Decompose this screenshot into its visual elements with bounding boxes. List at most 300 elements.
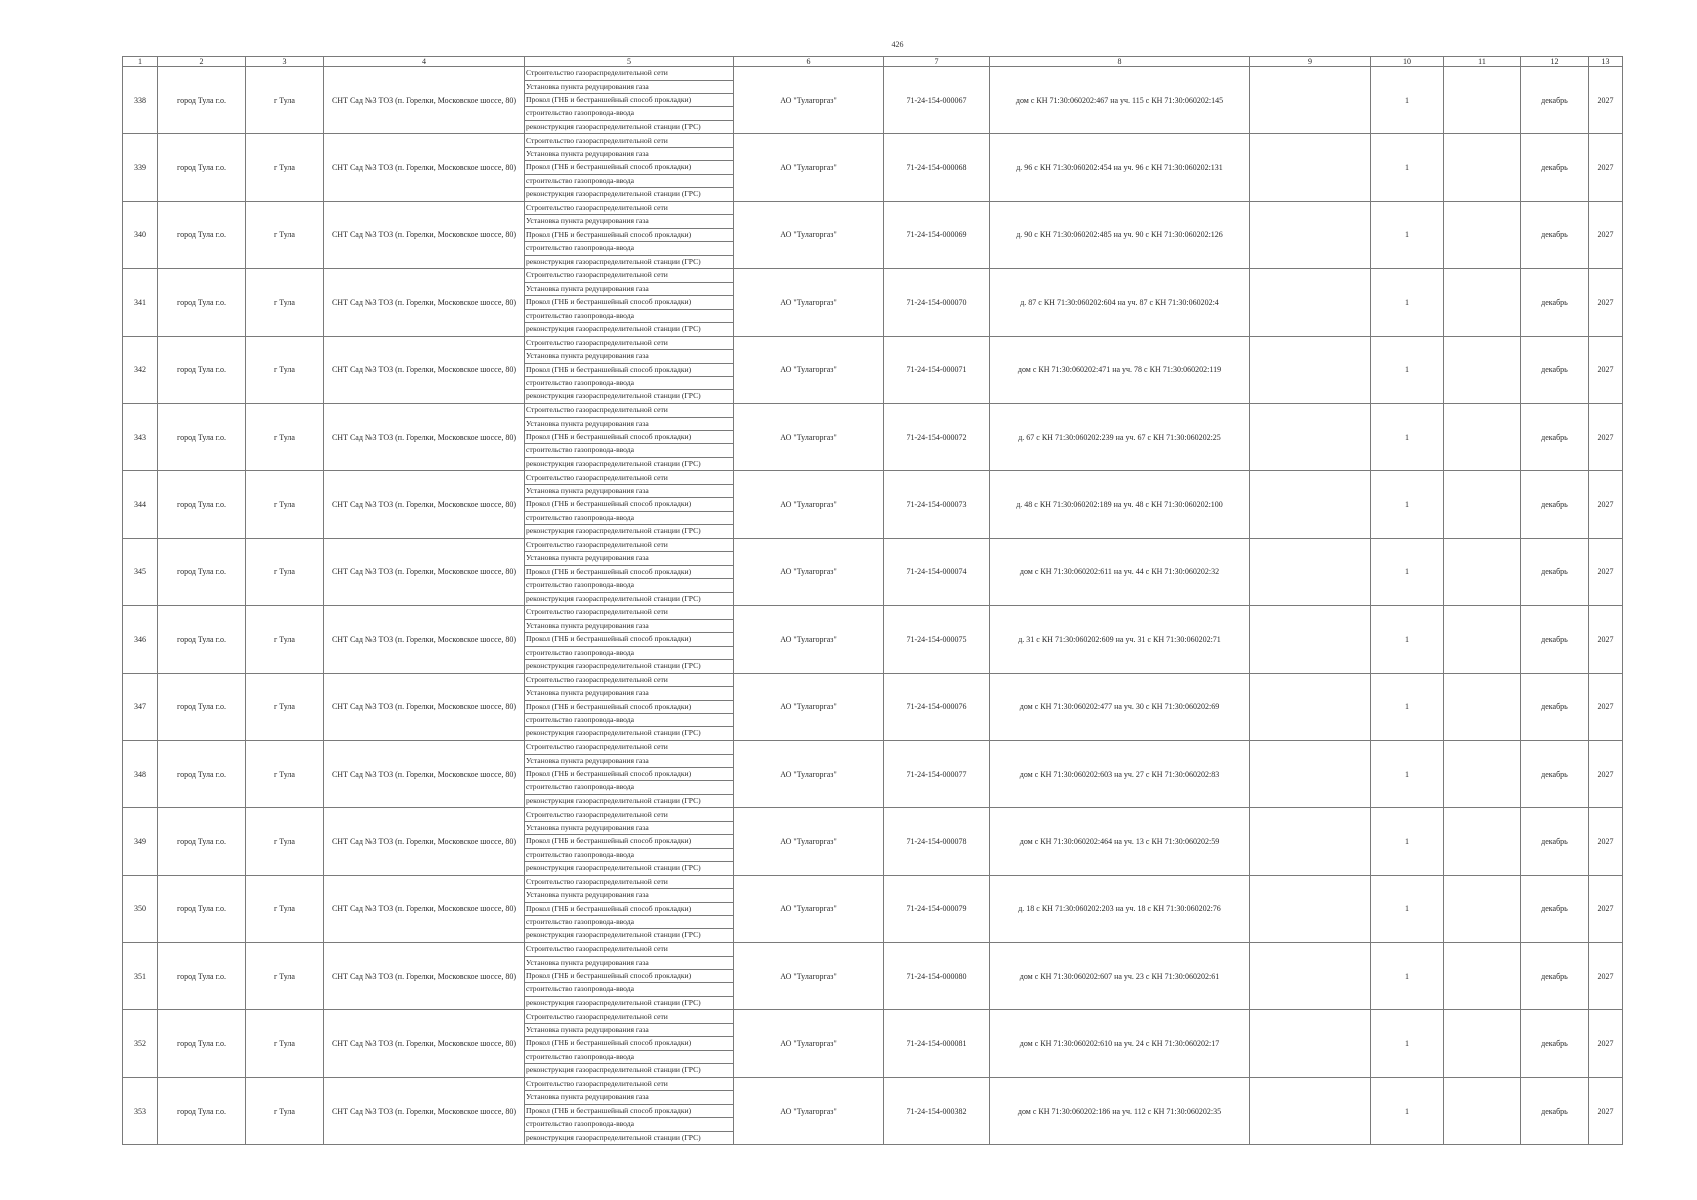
work-item: Установка пункта редуцирования газа — [525, 418, 733, 431]
municipality-cell: город Тула г.о. — [158, 808, 246, 875]
empty-cell-11 — [1444, 67, 1521, 134]
column-header: 8 — [990, 57, 1250, 67]
address-cell: СНТ Сад №3 ТОЗ (п. Горелки, Московское шоссе, 80) — [324, 201, 525, 268]
table-row — [123, 943, 1623, 1010]
application-code-cell: 71-24-154-000078 — [884, 808, 990, 875]
row-number: 352 — [123, 1010, 158, 1077]
empty-cell-11 — [1444, 1077, 1521, 1144]
locality-cell: г Тула — [246, 1010, 324, 1077]
work-item: реконструкция газораспределительной станции (ГРС) — [526, 930, 701, 940]
works-cell — [525, 67, 734, 134]
work-item: Прокол (ГНБ и бестраншейный способ прокладки) — [525, 296, 733, 309]
work-item: Прокол (ГНБ и бестраншейный способ прокладки) — [525, 701, 733, 714]
work-item: строительство газопровода-ввода — [525, 175, 733, 188]
empty-cell-9 — [1250, 336, 1371, 403]
empty-cell-9 — [1250, 943, 1371, 1010]
municipality-cell: город Тула г.о. — [158, 67, 246, 134]
row-number: 339 — [123, 134, 158, 201]
work-item: Прокол (ГНБ и бестраншейный способ прокладки) — [525, 903, 733, 916]
organization-cell: АО "Тулагоргаз" — [734, 538, 884, 605]
month-cell: декабрь — [1521, 1010, 1589, 1077]
municipality-cell: город Тула г.о. — [158, 471, 246, 538]
row-number: 344 — [123, 471, 158, 538]
object-cell: д. 90 с КН 71:30:060202:485 на уч. 90 с КН 71:30:060202:126 — [990, 201, 1250, 268]
work-item: Установка пункта редуцирования газа — [525, 620, 733, 633]
table-row — [123, 269, 1623, 336]
table-row — [123, 134, 1623, 201]
month-cell: декабрь — [1521, 134, 1589, 201]
quantity-cell: 1 — [1371, 875, 1444, 942]
table-row — [123, 201, 1623, 268]
works-cell — [525, 471, 734, 538]
month-cell: декабрь — [1521, 1077, 1589, 1144]
address-cell: СНТ Сад №3 ТОЗ (п. Горелки, Московское шоссе, 80) — [324, 1010, 525, 1077]
locality-cell: г Тула — [246, 606, 324, 673]
application-code-cell: 71-24-154-000382 — [884, 1077, 990, 1144]
work-item: Строительство газораспределительной сети — [525, 606, 733, 619]
organization-cell: АО "Тулагоргаз" — [734, 1010, 884, 1077]
application-code-cell: 71-24-154-000080 — [884, 943, 990, 1010]
work-item: Установка пункта редуцирования газа — [525, 148, 733, 161]
column-header: 4 — [324, 57, 525, 67]
work-item: Установка пункта редуцирования газа — [525, 485, 733, 498]
table-row — [123, 336, 1623, 403]
application-code-cell: 71-24-154-000068 — [884, 134, 990, 201]
empty-cell-11 — [1444, 875, 1521, 942]
work-item: Установка пункта редуцирования газа — [525, 81, 733, 94]
locality-cell: г Тула — [246, 1077, 324, 1144]
organization-cell: АО "Тулагоргаз" — [734, 201, 884, 268]
column-header: 5 — [525, 57, 734, 67]
year-cell: 2027 — [1589, 606, 1623, 673]
column-header: 13 — [1589, 57, 1623, 67]
row-number: 347 — [123, 673, 158, 740]
work-item: Установка пункта редуцирования газа — [525, 1024, 733, 1037]
organization-cell: АО "Тулагоргаз" — [734, 808, 884, 875]
work-item: Строительство газораспределительной сети — [525, 876, 733, 889]
work-item: Установка пункта редуцирования газа — [525, 350, 733, 363]
work-item: реконструкция газораспределительной станции (ГРС) — [526, 660, 701, 670]
year-cell: 2027 — [1589, 269, 1623, 336]
work-item: реконструкция газораспределительной станции (ГРС) — [526, 458, 701, 468]
locality-cell: г Тула — [246, 269, 324, 336]
row-number: 353 — [123, 1077, 158, 1144]
organization-cell: АО "Тулагоргаз" — [734, 403, 884, 470]
empty-cell-11 — [1444, 134, 1521, 201]
work-item: Установка пункта редуцирования газа — [525, 755, 733, 768]
work-item: Прокол (ГНБ и бестраншейный способ прокладки) — [525, 94, 733, 107]
work-item: Установка пункта редуцирования газа — [525, 215, 733, 228]
work-item: Строительство газораспределительной сети — [525, 539, 733, 552]
table-row — [123, 673, 1623, 740]
work-item: Прокол (ГНБ и бестраншейный способ прокладки) — [525, 970, 733, 983]
empty-cell-11 — [1444, 403, 1521, 470]
work-item: строительство газопровода-ввода — [525, 512, 733, 525]
table-row — [123, 606, 1623, 673]
quantity-cell: 1 — [1371, 606, 1444, 673]
address-cell: СНТ Сад №3 ТОЗ (п. Горелки, Московское шоссе, 80) — [324, 67, 525, 134]
municipality-cell: город Тула г.о. — [158, 538, 246, 605]
address-cell: СНТ Сад №3 ТОЗ (п. Горелки, Московское шоссе, 80) — [324, 673, 525, 740]
year-cell: 2027 — [1589, 740, 1623, 807]
page-number: 426 — [891, 40, 904, 49]
municipality-cell: город Тула г.о. — [158, 134, 246, 201]
work-item: Прокол (ГНБ и бестраншейный способ прокладки) — [525, 431, 733, 444]
empty-cell-9 — [1250, 201, 1371, 268]
empty-cell-9 — [1250, 403, 1371, 470]
object-cell: д. 31 с КН 71:30:060202:609 на уч. 31 с КН 71:30:060202:71 — [990, 606, 1250, 673]
object-cell: д. 87 с КН 71:30:060202:604 на уч. 87 с КН 71:30:060202:4 — [990, 269, 1250, 336]
work-item: Строительство газораспределительной сети — [525, 674, 733, 687]
work-item: строительство газопровода-ввода — [525, 579, 733, 592]
year-cell: 2027 — [1589, 1010, 1623, 1077]
municipality-cell: город Тула г.о. — [158, 403, 246, 470]
row-number: 346 — [123, 606, 158, 673]
works-cell — [525, 1077, 734, 1144]
organization-cell: АО "Тулагоргаз" — [734, 269, 884, 336]
empty-cell-9 — [1250, 808, 1371, 875]
empty-cell-9 — [1250, 67, 1371, 134]
work-item: строительство газопровода-ввода — [525, 647, 733, 660]
month-cell: декабрь — [1521, 740, 1589, 807]
locality-cell: г Тула — [246, 808, 324, 875]
year-cell: 2027 — [1589, 134, 1623, 201]
empty-cell-9 — [1250, 134, 1371, 201]
empty-cell-11 — [1444, 606, 1521, 673]
work-item: строительство газопровода-ввода — [525, 1118, 733, 1131]
column-header: 11 — [1444, 57, 1521, 67]
empty-cell-9 — [1250, 875, 1371, 942]
work-item: реконструкция газораспределительной станции (ГРС) — [526, 863, 701, 873]
works-cell — [525, 875, 734, 942]
month-cell: декабрь — [1521, 403, 1589, 470]
work-item: Строительство газораспределительной сети — [525, 1078, 733, 1091]
locality-cell: г Тула — [246, 538, 324, 605]
row-number: 349 — [123, 808, 158, 875]
work-item: строительство газопровода-ввода — [525, 849, 733, 862]
locality-cell: г Тула — [246, 471, 324, 538]
work-item: Прокол (ГНБ и бестраншейный способ прокладки) — [525, 566, 733, 579]
work-item: строительство газопровода-ввода — [525, 1051, 733, 1064]
address-cell: СНТ Сад №3 ТОЗ (п. Горелки, Московское шоссе, 80) — [324, 269, 525, 336]
year-cell: 2027 — [1589, 201, 1623, 268]
quantity-cell: 1 — [1371, 538, 1444, 605]
row-number: 345 — [123, 538, 158, 605]
object-cell: д. 18 с КН 71:30:060202:203 на уч. 18 с КН 71:30:060202:76 — [990, 875, 1250, 942]
row-number: 348 — [123, 740, 158, 807]
empty-cell-11 — [1444, 471, 1521, 538]
address-cell: СНТ Сад №3 ТОЗ (п. Горелки, Московское шоссе, 80) — [324, 403, 525, 470]
municipality-cell: город Тула г.о. — [158, 740, 246, 807]
work-item: Строительство газораспределительной сети — [525, 135, 733, 148]
works-cell — [525, 538, 734, 605]
work-item: Прокол (ГНБ и бестраншейный способ прокладки) — [525, 161, 733, 174]
work-item: строительство газопровода-ввода — [525, 242, 733, 255]
month-cell: декабрь — [1521, 808, 1589, 875]
year-cell: 2027 — [1589, 538, 1623, 605]
year-cell: 2027 — [1589, 673, 1623, 740]
year-cell: 2027 — [1589, 336, 1623, 403]
application-code-cell: 71-24-154-000074 — [884, 538, 990, 605]
application-code-cell: 71-24-154-000076 — [884, 673, 990, 740]
locality-cell: г Тула — [246, 673, 324, 740]
month-cell: декабрь — [1521, 538, 1589, 605]
year-cell: 2027 — [1589, 67, 1623, 134]
month-cell: декабрь — [1521, 673, 1589, 740]
column-header: 12 — [1521, 57, 1589, 67]
quantity-cell: 1 — [1371, 1077, 1444, 1144]
work-item: строительство газопровода-ввода — [525, 781, 733, 794]
address-cell: СНТ Сад №3 ТОЗ (п. Горелки, Московское шоссе, 80) — [324, 943, 525, 1010]
column-header: 10 — [1371, 57, 1444, 67]
quantity-cell: 1 — [1371, 201, 1444, 268]
work-item: реконструкция газораспределительной станции (ГРС) — [526, 323, 701, 333]
work-item: Установка пункта редуцирования газа — [525, 687, 733, 700]
locality-cell: г Тула — [246, 134, 324, 201]
work-item: Установка пункта редуцирования газа — [525, 889, 733, 902]
object-cell: дом с КН 71:30:060202:611 на уч. 44 с КН 71:30:060202:32 — [990, 538, 1250, 605]
month-cell: декабрь — [1521, 67, 1589, 134]
application-code-cell: 71-24-154-000079 — [884, 875, 990, 942]
empty-cell-9 — [1250, 269, 1371, 336]
year-cell: 2027 — [1589, 471, 1623, 538]
work-item: реконструкция газораспределительной станции (ГРС) — [526, 1065, 701, 1075]
object-cell: дом с КН 71:30:060202:603 на уч. 27 с КН 71:30:060202:83 — [990, 740, 1250, 807]
table-row — [123, 1010, 1623, 1077]
work-item: Строительство газораспределительной сети — [525, 67, 733, 80]
works-cell — [525, 269, 734, 336]
month-cell: декабрь — [1521, 943, 1589, 1010]
year-cell: 2027 — [1589, 875, 1623, 942]
work-item: Строительство газораспределительной сети — [525, 809, 733, 822]
month-cell: декабрь — [1521, 336, 1589, 403]
object-cell: дом с КН 71:30:060202:607 на уч. 23 с КН 71:30:060202:61 — [990, 943, 1250, 1010]
works-cell — [525, 134, 734, 201]
row-number: 342 — [123, 336, 158, 403]
quantity-cell: 1 — [1371, 336, 1444, 403]
empty-cell-11 — [1444, 1010, 1521, 1077]
work-item: Установка пункта редуцирования газа — [525, 957, 733, 970]
work-item: реконструкция газораспределительной станции (ГРС) — [526, 391, 701, 401]
work-item: Строительство газораспределительной сети — [525, 1011, 733, 1024]
work-item: реконструкция газораспределительной станции (ГРС) — [526, 593, 701, 603]
municipality-cell: город Тула г.о. — [158, 1077, 246, 1144]
quantity-cell: 1 — [1371, 134, 1444, 201]
work-item: Строительство газораспределительной сети — [525, 472, 733, 485]
work-item: строительство газопровода-ввода — [525, 983, 733, 996]
column-header: 3 — [246, 57, 324, 67]
organization-cell: АО "Тулагоргаз" — [734, 134, 884, 201]
address-cell: СНТ Сад №3 ТОЗ (п. Горелки, Московское шоссе, 80) — [324, 1077, 525, 1144]
table-row — [123, 471, 1623, 538]
work-item: Прокол (ГНБ и бестраншейный способ прокладки) — [525, 1037, 733, 1050]
column-header: 9 — [1250, 57, 1371, 67]
column-header: 1 — [123, 57, 158, 67]
organization-cell: АО "Тулагоргаз" — [734, 875, 884, 942]
table-row — [123, 538, 1623, 605]
empty-cell-11 — [1444, 808, 1521, 875]
object-cell: дом с КН 71:30:060202:477 на уч. 30 с КН 71:30:060202:69 — [990, 673, 1250, 740]
table-body — [123, 67, 1623, 1145]
work-item: Строительство газораспределительной сети — [525, 943, 733, 956]
object-cell: д. 96 с КН 71:30:060202:454 на уч. 96 с КН 71:30:060202:131 — [990, 134, 1250, 201]
works-cell — [525, 808, 734, 875]
work-item: Прокол (ГНБ и бестраншейный способ прокладки) — [525, 1105, 733, 1118]
address-cell: СНТ Сад №3 ТОЗ (п. Горелки, Московское шоссе, 80) — [324, 471, 525, 538]
address-cell: СНТ Сад №3 ТОЗ (п. Горелки, Московское шоссе, 80) — [324, 336, 525, 403]
object-cell: дом с КН 71:30:060202:186 на уч. 112 с КН 71:30:060202:35 — [990, 1077, 1250, 1144]
locality-cell: г Тула — [246, 740, 324, 807]
organization-cell: АО "Тулагоргаз" — [734, 471, 884, 538]
work-item: реконструкция газораспределительной станции (ГРС) — [526, 795, 701, 805]
work-item: строительство газопровода-ввода — [525, 444, 733, 457]
empty-cell-11 — [1444, 740, 1521, 807]
municipality-cell: город Тула г.о. — [158, 875, 246, 942]
address-cell: СНТ Сад №3 ТОЗ (п. Горелки, Московское шоссе, 80) — [324, 740, 525, 807]
application-code-cell: 71-24-154-000067 — [884, 67, 990, 134]
work-item: Установка пункта редуцирования газа — [525, 552, 733, 565]
work-item: реконструкция газораспределительной станции (ГРС) — [526, 728, 701, 738]
work-item: реконструкция газораспределительной станции (ГРС) — [526, 997, 701, 1007]
locality-cell: г Тула — [246, 336, 324, 403]
month-cell: декабрь — [1521, 201, 1589, 268]
works-cell — [525, 740, 734, 807]
table-row — [123, 740, 1623, 807]
empty-cell-11 — [1444, 201, 1521, 268]
object-cell: дом с КН 71:30:060202:471 на уч. 78 с КН 71:30:060202:119 — [990, 336, 1250, 403]
work-item: Установка пункта редуцирования газа — [525, 283, 733, 296]
work-item: строительство газопровода-ввода — [525, 310, 733, 323]
work-item: реконструкция газораспределительной станции (ГРС) — [526, 256, 701, 266]
application-code-cell: 71-24-154-000069 — [884, 201, 990, 268]
application-code-cell: 71-24-154-000077 — [884, 740, 990, 807]
quantity-cell: 1 — [1371, 740, 1444, 807]
table-row — [123, 1077, 1623, 1144]
quantity-cell: 1 — [1371, 943, 1444, 1010]
work-item: Прокол (ГНБ и бестраншейный способ прокладки) — [525, 835, 733, 848]
work-item: строительство газопровода-ввода — [525, 916, 733, 929]
locality-cell: г Тула — [246, 875, 324, 942]
work-item: реконструкция газораспределительной станции (ГРС) — [526, 1132, 701, 1142]
works-cell — [525, 336, 734, 403]
month-cell: декабрь — [1521, 875, 1589, 942]
application-code-cell: 71-24-154-000073 — [884, 471, 990, 538]
application-code-cell: 71-24-154-000070 — [884, 269, 990, 336]
empty-cell-11 — [1444, 269, 1521, 336]
address-cell: СНТ Сад №3 ТОЗ (п. Горелки, Московское шоссе, 80) — [324, 538, 525, 605]
row-number: 341 — [123, 269, 158, 336]
work-item: Прокол (ГНБ и бестраншейный способ прокладки) — [525, 498, 733, 511]
organization-cell: АО "Тулагоргаз" — [734, 606, 884, 673]
locality-cell: г Тула — [246, 67, 324, 134]
month-cell: декабрь — [1521, 471, 1589, 538]
object-cell: дом с КН 71:30:060202:464 на уч. 13 с КН 71:30:060202:59 — [990, 808, 1250, 875]
empty-cell-9 — [1250, 673, 1371, 740]
work-item: Строительство газораспределительной сети — [525, 741, 733, 754]
year-cell: 2027 — [1589, 1077, 1623, 1144]
column-header: 2 — [158, 57, 246, 67]
address-cell: СНТ Сад №3 ТОЗ (п. Горелки, Московское шоссе, 80) — [324, 606, 525, 673]
works-cell — [525, 1010, 734, 1077]
address-cell: СНТ Сад №3 ТОЗ (п. Горелки, Московское шоссе, 80) — [324, 875, 525, 942]
table-row — [123, 403, 1623, 470]
empty-cell-9 — [1250, 1077, 1371, 1144]
empty-cell-9 — [1250, 740, 1371, 807]
row-number: 340 — [123, 201, 158, 268]
work-item: Прокол (ГНБ и бестраншейный способ прокладки) — [525, 768, 733, 781]
object-cell: д. 48 с КН 71:30:060202:189 на уч. 48 с КН 71:30:060202:100 — [990, 471, 1250, 538]
object-cell: дом с КН 71:30:060202:610 на уч. 24 с КН 71:30:060202:17 — [990, 1010, 1250, 1077]
work-item: Установка пункта редуцирования газа — [525, 822, 733, 835]
table-row — [123, 67, 1623, 134]
quantity-cell: 1 — [1371, 1010, 1444, 1077]
empty-cell-11 — [1444, 336, 1521, 403]
table-row — [123, 875, 1623, 942]
works-cell — [525, 403, 734, 470]
empty-cell-9 — [1250, 471, 1371, 538]
work-item: Строительство газораспределительной сети — [525, 269, 733, 282]
address-cell: СНТ Сад №3 ТОЗ (п. Горелки, Московское шоссе, 80) — [324, 808, 525, 875]
organization-cell: АО "Тулагоргаз" — [734, 673, 884, 740]
row-number: 338 — [123, 67, 158, 134]
row-number: 351 — [123, 943, 158, 1010]
municipality-cell: город Тула г.о. — [158, 336, 246, 403]
work-item: Прокол (ГНБ и бестраншейный способ прокладки) — [525, 229, 733, 242]
work-item: реконструкция газораспределительной станции (ГРС) — [526, 121, 701, 131]
month-cell: декабрь — [1521, 269, 1589, 336]
work-item: Прокол (ГНБ и бестраншейный способ прокладки) — [525, 633, 733, 646]
quantity-cell: 1 — [1371, 269, 1444, 336]
municipality-cell: город Тула г.о. — [158, 943, 246, 1010]
quantity-cell: 1 — [1371, 808, 1444, 875]
works-cell — [525, 606, 734, 673]
organization-cell: АО "Тулагоргаз" — [734, 67, 884, 134]
register-table — [122, 56, 1623, 1145]
row-number: 350 — [123, 875, 158, 942]
quantity-cell: 1 — [1371, 67, 1444, 134]
column-header: 6 — [734, 57, 884, 67]
application-code-cell: 71-24-154-000072 — [884, 403, 990, 470]
address-cell: СНТ Сад №3 ТОЗ (п. Горелки, Московское шоссе, 80) — [324, 134, 525, 201]
municipality-cell: город Тула г.о. — [158, 606, 246, 673]
works-cell — [525, 673, 734, 740]
municipality-cell: город Тула г.о. — [158, 201, 246, 268]
work-item: строительство газопровода-ввода — [525, 714, 733, 727]
application-code-cell: 71-24-154-000081 — [884, 1010, 990, 1077]
municipality-cell: город Тула г.о. — [158, 673, 246, 740]
empty-cell-9 — [1250, 606, 1371, 673]
object-cell: дом с КН 71:30:060202:467 на уч. 115 с КН 71:30:060202:145 — [990, 67, 1250, 134]
year-cell: 2027 — [1589, 943, 1623, 1010]
locality-cell: г Тула — [246, 943, 324, 1010]
organization-cell: АО "Тулагоргаз" — [734, 943, 884, 1010]
empty-cell-9 — [1250, 538, 1371, 605]
work-item: реконструкция газораспределительной станции (ГРС) — [526, 189, 701, 199]
empty-cell-11 — [1444, 538, 1521, 605]
locality-cell: г Тула — [246, 403, 324, 470]
municipality-cell: город Тула г.о. — [158, 269, 246, 336]
municipality-cell: город Тула г.о. — [158, 1010, 246, 1077]
empty-cell-11 — [1444, 943, 1521, 1010]
work-item: Прокол (ГНБ и бестраншейный способ прокладки) — [525, 364, 733, 377]
month-cell: декабрь — [1521, 606, 1589, 673]
application-code-cell: 71-24-154-000075 — [884, 606, 990, 673]
work-item: Строительство газораспределительной сети — [525, 404, 733, 417]
work-item: реконструкция газораспределительной станции (ГРС) — [526, 526, 701, 536]
work-item: Установка пункта редуцирования газа — [525, 1091, 733, 1104]
column-number-row — [123, 57, 1623, 67]
works-cell — [525, 201, 734, 268]
